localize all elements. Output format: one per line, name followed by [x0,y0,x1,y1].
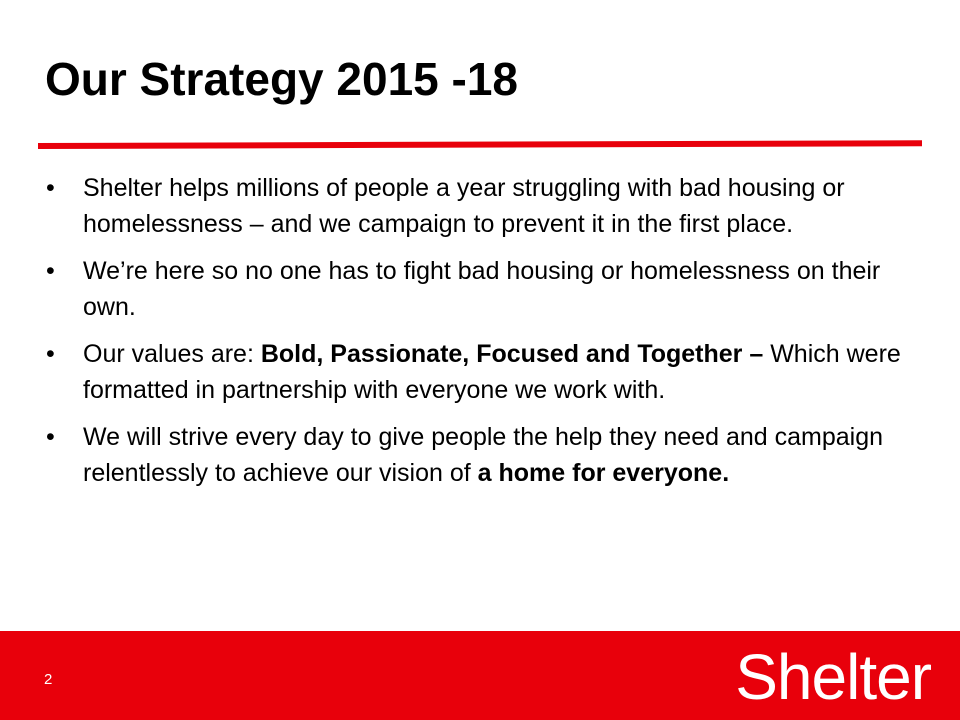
bullet-text-bold: a home for everyone. [477,459,730,487]
page-number: 2 [44,671,53,688]
bullet-text-prefix: Our values are: [83,340,261,368]
bullet-icon: • [46,174,55,202]
bullet-text-suffix: Which were formatted in partnership with everyone we work with. [83,340,901,404]
bullet-text: Shelter helps millions of people a year struggling with bad housing or homelessness – and we campaign to prevent it in the first place. [83,174,845,238]
bullet-item [45,336,915,408]
bullet-text: We’re here so no one has to fight bad housing or homelessness on their own. [83,257,881,321]
bullet-list [45,170,915,502]
bullet-item [45,253,915,325]
footer-bar [0,631,960,720]
bullet-icon: • [46,340,55,368]
title-divider [38,140,922,149]
bullet-text-prefix: We will strive every day to give people the help they need and campaign relentlessly to achieve our vision of [83,423,884,487]
bullet-item [45,419,915,491]
bullet-icon: • [46,423,55,451]
bullet-item [45,170,915,242]
bullet-text-bold: Bold, Passionate, Focused and Together – [260,340,764,368]
bullet-icon: • [46,257,55,285]
slide-title: Our Strategy 2015 -18 [45,53,519,105]
shelter-logo: Shelter [735,641,931,713]
